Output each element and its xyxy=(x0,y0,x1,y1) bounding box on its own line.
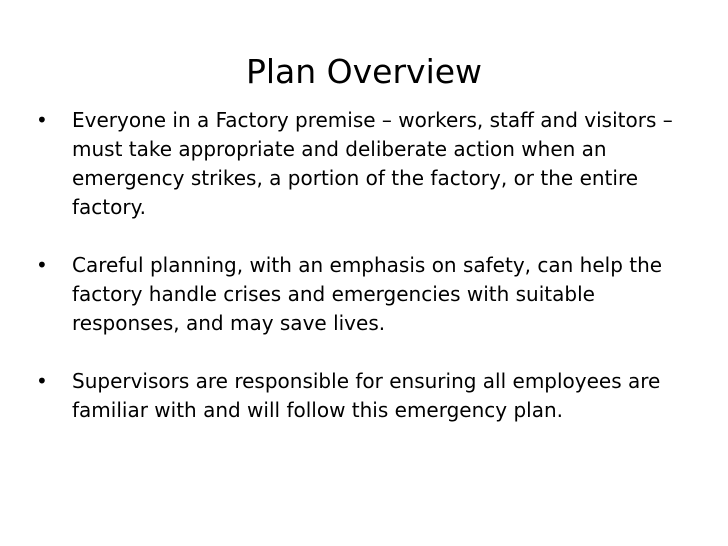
bullet-icon: • xyxy=(36,108,48,132)
bullet-list xyxy=(36,106,696,425)
bullet-icon: • xyxy=(36,369,48,393)
bullet-item xyxy=(36,106,696,222)
bullet-text: Careful planning, with an emphasis on safety, can help the factory handle crises and emergencies with suitable responses, and may save lives. xyxy=(72,253,663,335)
bullet-item xyxy=(36,367,696,425)
slide-title: Plan Overview xyxy=(245,52,483,91)
bullet-text: Everyone in a Factory premise – workers, staff and visitors – must take appropriate and deliberate action when an emergency strikes, a portion of the factory, or the entire factory. xyxy=(72,108,673,219)
bullet-text: Supervisors are responsible for ensuring all employees are familiar with and will follow this emergency plan. xyxy=(72,369,661,422)
bullet-icon: • xyxy=(36,253,48,277)
bullet-item xyxy=(36,251,696,338)
